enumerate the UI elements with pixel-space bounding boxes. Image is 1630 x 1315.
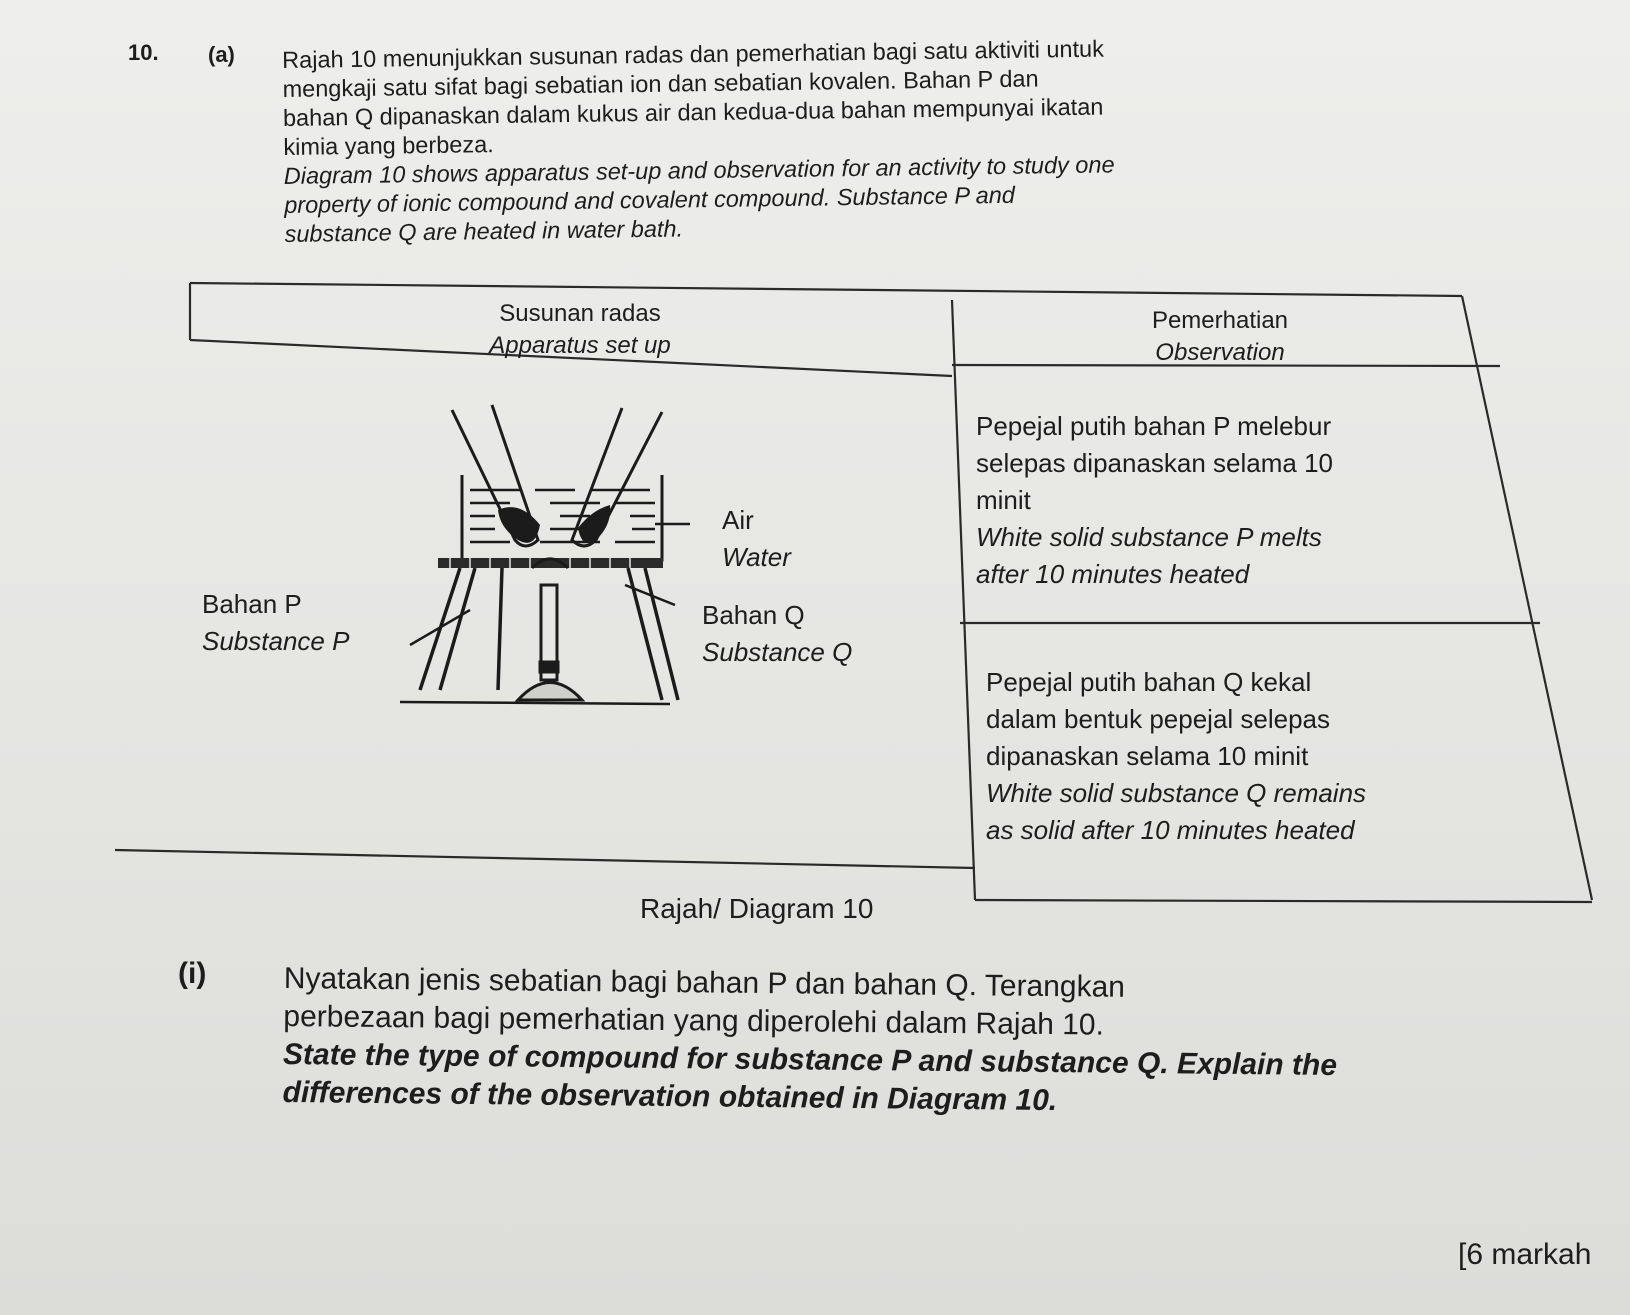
label-q-english: Substance Q bbox=[702, 637, 853, 667]
bunsen-burner bbox=[518, 559, 582, 700]
substance-p-solid bbox=[498, 507, 540, 543]
label-q-malay: Bahan Q bbox=[702, 600, 805, 630]
question-part: (a) bbox=[208, 42, 235, 67]
boiling-tubes bbox=[452, 405, 662, 546]
water-bath-apparatus bbox=[400, 400, 720, 740]
label-p-malay: Bahan P bbox=[202, 589, 302, 619]
label-water-malay: Air bbox=[722, 505, 754, 535]
label-water-english: Water bbox=[722, 542, 791, 572]
obs-q-malay-line: dalam bentuk pepejal selepas bbox=[986, 704, 1331, 734]
header-apparatus-malay: Susunan radas bbox=[499, 300, 661, 327]
obs-q-english-line: as solid after 10 minutes heated bbox=[986, 815, 1355, 845]
pointer-p bbox=[410, 610, 470, 645]
obs-q-malay-line: dipanaskan selama 10 minit bbox=[986, 741, 1309, 771]
intro-english-line: property of ionic compound and covalent compound. Substance P and bbox=[284, 181, 1016, 218]
obs-p-english-line: White solid substance P melts bbox=[976, 522, 1322, 552]
water-dashes bbox=[470, 490, 655, 542]
question-number: 10. bbox=[128, 40, 159, 65]
label-water bbox=[722, 502, 791, 576]
obs-q-malay-line: Pepejal putih bahan Q kekal bbox=[986, 667, 1312, 697]
diagram-caption: Rajah/ Diagram 10 bbox=[640, 893, 874, 924]
label-substance-q bbox=[702, 597, 852, 671]
header-observation-malay: Pemerhatian bbox=[1151, 307, 1289, 334]
obs-q-english-line: White solid substance Q remains bbox=[986, 778, 1367, 808]
intro-english-line: substance Q are heated in water bath. bbox=[284, 215, 684, 247]
label-p-english: Substance P bbox=[202, 626, 350, 656]
sub-question-text bbox=[282, 960, 1614, 1126]
header-observation-english: Observation bbox=[1155, 339, 1285, 366]
observation-substance-p bbox=[976, 408, 1476, 593]
observation-substance-q bbox=[986, 664, 1566, 849]
intro-malay-line: kimia yang berbeza. bbox=[283, 131, 494, 160]
intro-malay-line: mengkaji satu sifat bagi sebatian ion dan sebatian kovalen. Bahan P dan bbox=[282, 65, 1039, 102]
header-observation bbox=[1050, 305, 1390, 369]
marks-allocation: [6 markah bbox=[1458, 1238, 1592, 1271]
sub-question-english-line: differences of the observation obtained in Diagram 10. bbox=[282, 1075, 1058, 1118]
sub-question-english-line: State the type of compound for substance P and substance Q. Explain the bbox=[282, 1037, 1338, 1083]
intro-english-line: Diagram 10 shows apparatus set-up and observation for an activity to study one bbox=[283, 151, 1115, 189]
header-apparatus bbox=[400, 298, 760, 362]
sub-question-malay-line: Nyatakan jenis sebatian bagi bahan P dan bahan Q. Terangkan bbox=[283, 961, 1126, 1004]
sub-question-number: (i) bbox=[178, 957, 207, 990]
obs-p-malay-line: Pepejal putih bahan P melebur bbox=[976, 411, 1332, 441]
obs-p-english-line: after 10 minutes heated bbox=[976, 559, 1250, 589]
obs-p-malay-line: minit bbox=[976, 485, 1031, 515]
intro-malay-line: bahan Q dipanaskan dalam kukus air dan kedua-dua bahan mempunyai ikatan bbox=[282, 93, 1104, 131]
obs-p-malay-line: selepas dipanaskan selama 10 bbox=[976, 448, 1334, 478]
sub-question-malay-line: perbezaan bagi pemerhatian yang diperolehi dalam Rajah 10. bbox=[283, 999, 1105, 1042]
intro-malay-line: Rajah 10 menunjukkan susunan radas dan pemerhatian bagi satu aktiviti untuk bbox=[282, 35, 1105, 73]
label-substance-p bbox=[202, 586, 349, 660]
header-apparatus-english: Apparatus set up bbox=[489, 332, 671, 359]
